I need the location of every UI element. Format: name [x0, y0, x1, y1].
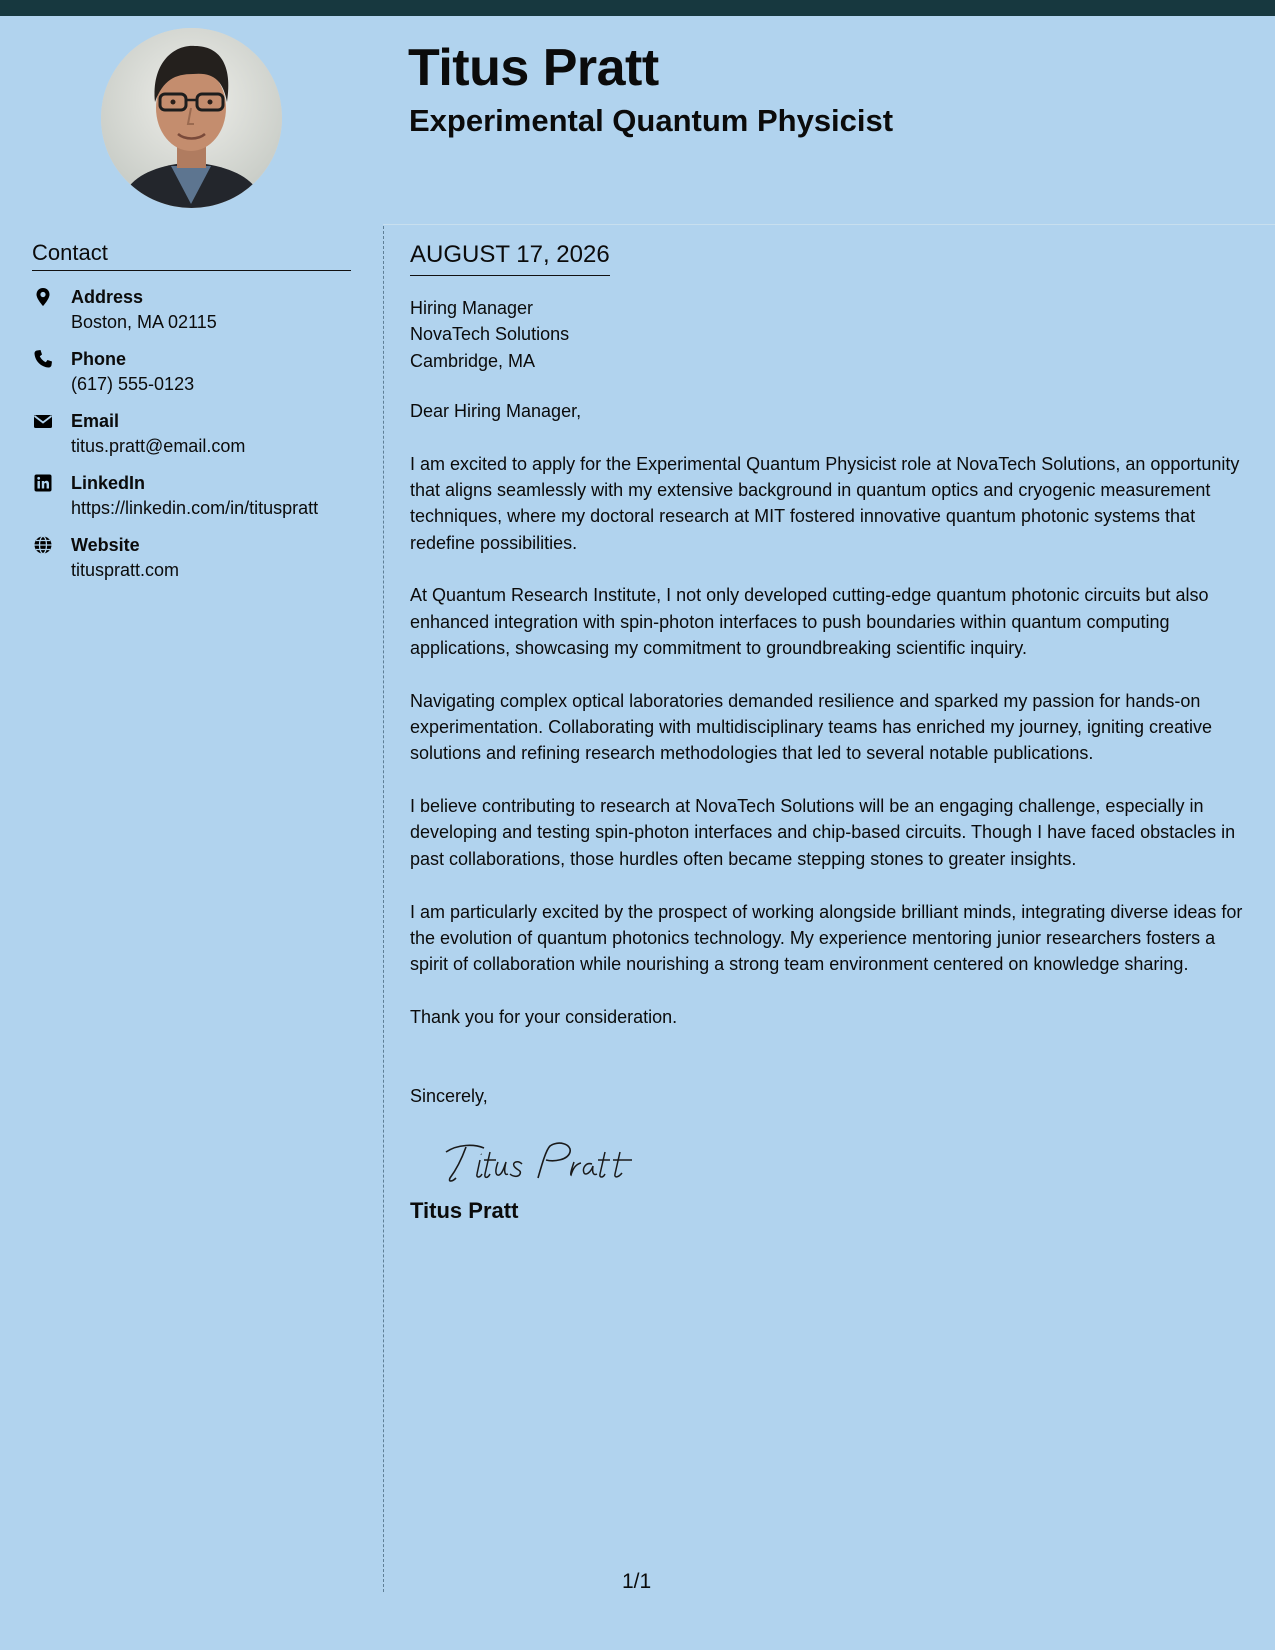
contact-email	[32, 409, 351, 459]
contact-value: (617) 555-0123	[71, 374, 195, 395]
salutation: Dear Hiring Manager,	[410, 400, 582, 421]
signer-name: Titus Pratt	[410, 1197, 519, 1223]
contact-linkedin	[32, 471, 351, 521]
job-title: Experimental Quantum Physicist	[409, 103, 894, 138]
header-divider	[383, 224, 1275, 225]
contact-value: tituspratt.com	[71, 560, 180, 581]
contact-sidebar	[32, 240, 351, 595]
contact-label: Phone	[71, 349, 127, 370]
contact-phone	[32, 347, 351, 397]
map-pin-icon	[33, 287, 53, 307]
recipient-block	[410, 295, 1248, 374]
thank-you-line: Thank you for your consideration.	[410, 1006, 678, 1027]
contact-label: Website	[71, 535, 140, 556]
contact-value: Boston, MA 02115	[71, 312, 217, 333]
linkedin-icon	[33, 473, 53, 493]
envelope-icon	[33, 411, 53, 431]
top-accent-bar	[0, 0, 1275, 16]
body-paragraph: At Quantum Research Institute, I not only developed cutting-edge quantum photonic circuits but also enhanced integration with spin-photon interfaces to push boundaries within quantum computing applications, showcasing my commitment to groundbreaking scientific inquiry.	[410, 585, 1209, 658]
globe-icon	[33, 535, 53, 555]
body-paragraph: I am particularly excited by the prospect of working alongside brilliant minds, integrating diverse ideas for the evolution of quantum photonics technology. My experience mentoring junior researchers fosters a spirit of collaboration while nourishing a strong team environment centered on knowledge sharing.	[410, 901, 1243, 975]
signature-image	[440, 1138, 640, 1186]
contact-address	[32, 285, 351, 335]
contact-label: Email	[71, 411, 120, 432]
page-number: 1/1	[622, 1570, 652, 1593]
contact-value: https://linkedin.com/in/tituspratt	[71, 498, 319, 519]
contact-label: Address	[71, 287, 144, 308]
body-paragraph: Navigating complex optical laboratories demanded resilience and sparked my passion for hands-on experimentation. Collaborating with multidisciplinary teams has enriched my journey, igniting creative solutions and refining research methodologies that led to several notable publications.	[410, 690, 1213, 764]
closing: Sincerely,	[410, 1086, 488, 1107]
contact-heading: Contact	[32, 240, 351, 271]
contact-value: titus.pratt@email.com	[71, 436, 246, 457]
recipient-name: Hiring Manager	[410, 298, 534, 318]
column-divider	[383, 226, 384, 1592]
recipient-company: NovaTech Solutions	[410, 324, 570, 345]
contact-website	[32, 533, 351, 583]
profile-photo	[101, 28, 282, 208]
body-paragraph: I believe contributing to research at NovaTech Solutions will be an engaging challenge, especially in developing and testing spin-photon interfaces and chip-based circuits. Though I have faced obstacles in past collaborations, those hurdles often became stepping stones to greater insights.	[410, 796, 1236, 869]
candidate-name: Titus Pratt	[408, 39, 659, 97]
cover-letter	[410, 240, 1248, 1224]
phone-icon	[33, 349, 53, 369]
letter-date: AUGUST 17, 2026	[410, 240, 610, 276]
contact-label: LinkedIn	[71, 473, 146, 494]
body-paragraph: I am excited to apply for the Experimental Quantum Physicist role at NovaTech Solutions, an opportunity that aligns seamlessly with my extensive background in quantum optics and cryogenic measurement techniques, where my doctoral research at MIT fostered innovative quantum photonic systems that redefine possibilities.	[410, 453, 1240, 553]
recipient-location: Cambridge, MA	[410, 350, 536, 371]
